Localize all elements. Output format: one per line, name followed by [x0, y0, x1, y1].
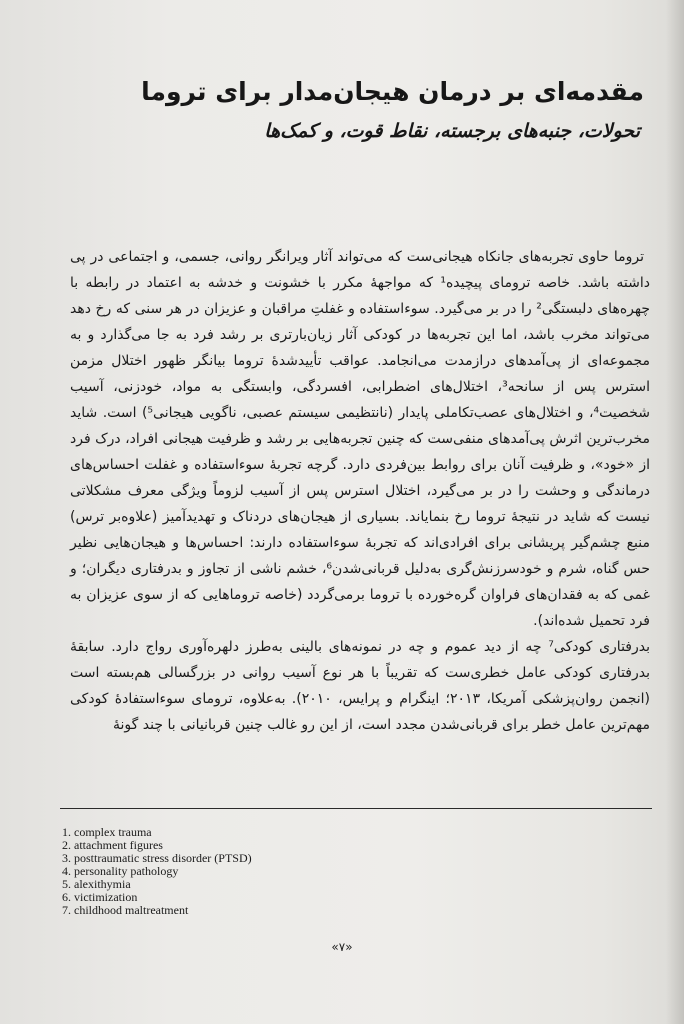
- footnote: 6. victimization: [62, 890, 138, 904]
- paragraph: تروما حاوی تجربه‌های جانکاه هیجانی‌ست که می‌تواند آثار ویرانگر روانی، جسمی، و اجتماعی در پی داشته باشد. خاصه ترومای پیچیده¹ که مواجههٔ مکرر با خشونت و خدشه به اعتماد در رابطه با چهره‌های دلبستگی² را در بر می‌گیرد. سوءاستفاده و غفلتِ مراقبان و عزیزان در هر سنی که رخ دهد می‌تواند مخرب باشد، اما این تجربه‌ها در کودکی آثار زیان‌بارتری بر رشد فرد به جا می‌گذارد و به مجموعه‌ای از پی‌آمدهای درازمدت می‌انجامد. عواقب تأییدشدهٔ تروما بیانگر ظهور اختلال مزمن استرس پس از سانحه³، اختلال‌های اضطرابی، افسردگی، وابستگی به مواد، خودزنی، آسیب شخصیت⁴، و اختلال‌های عصب‌تکاملی پایدار (نانتظیمی سیستم عصبی، ناگویی هیجانی⁵) است. شاید مخرب‌ترین اثرش پی‌آمدهای منفی‌ست که چنین تجربه‌هایی بر رشد و ظرفیت هیجانی افراد، درک فرد از «خود»، و ظرفیت آنان برای روابط بین‌فردی دارد. گرچه تجربهٔ سوءاستفاده و غفلت احساس‌های درماندگی و وحشت را در بر می‌گیرد، اختلال استرس پس از آسیب لزوماً ویژگی معرف مشکلاتی نیست که شاید در نتیجهٔ تروما رخ بنمایاند. بسیاری از هیجان‌های دردناک و تهدیدآمیز (علاوه‌بر ترس) منبع چشم‌گیر پریشانی برای افرادی‌اند که تجربهٔ سوءاستفاده دارند: احساس‌ها و هیجان‌هایی نظیر حس گناه، شرم و خودسرزنش‌گری به‌دلیل قربانی‌شدن⁶، خشم ناشی از تجاوز و بدرفتاری دیگران؛ و غمی که به فقدان‌های فراوان گره‌خورده با تروما برمی‌گردد (خاصه تروماهایی که از سوی عزیزان به فرد تحمیل شده‌اند).: [70, 249, 651, 629]
- page-edge-shadow: [666, 0, 684, 1024]
- footnote: 7. childhood maltreatment: [62, 903, 189, 917]
- footnote: 4. personality pathology: [62, 864, 179, 878]
- chapter-title: مقدمه‌ای بر درمان هیجان‌مدار برای تروما: [141, 77, 644, 106]
- footnote-divider: [60, 808, 652, 809]
- footnotes-list: [62, 826, 252, 917]
- paragraph: بدرفتاری کودکی⁷ چه از دید عموم و چه در نمونه‌های بالینی به‌طرز دلهره‌آوری رواج دارد. سابقهٔ بدرفتاری کودکی عامل خطری‌ست که تقریباً با هر نوع آسیب روانی در بزرگسالی هم‌بسته است (انجمن روان‌پزشکی آمریکا، ۲۰۱۳؛ اینگرام و پرایس، ۲۰۱۰). به‌علاوه، ترومای سوءاستفادهٔ کودکی مهم‌ترین عامل خطر برای قربانی‌شدن مجدد است، از این رو غالب چنین قربانیانی با چند گونهٔ: [70, 639, 650, 733]
- chapter-heading: [40, 70, 644, 148]
- footnote: 3. posttraumatic stress disorder (PTSD): [62, 851, 252, 865]
- page-number: «۷»: [331, 940, 353, 954]
- footnote: 2. attachment figures: [62, 838, 163, 852]
- chapter-subtitle: تحولات، جنبه‌های برجسته، نقاط قوت، و کمک‌ها: [264, 120, 640, 142]
- body-text: [70, 244, 650, 738]
- footnote: 5. alexithymia: [62, 877, 131, 891]
- footnote: 1. complex trauma: [62, 825, 152, 839]
